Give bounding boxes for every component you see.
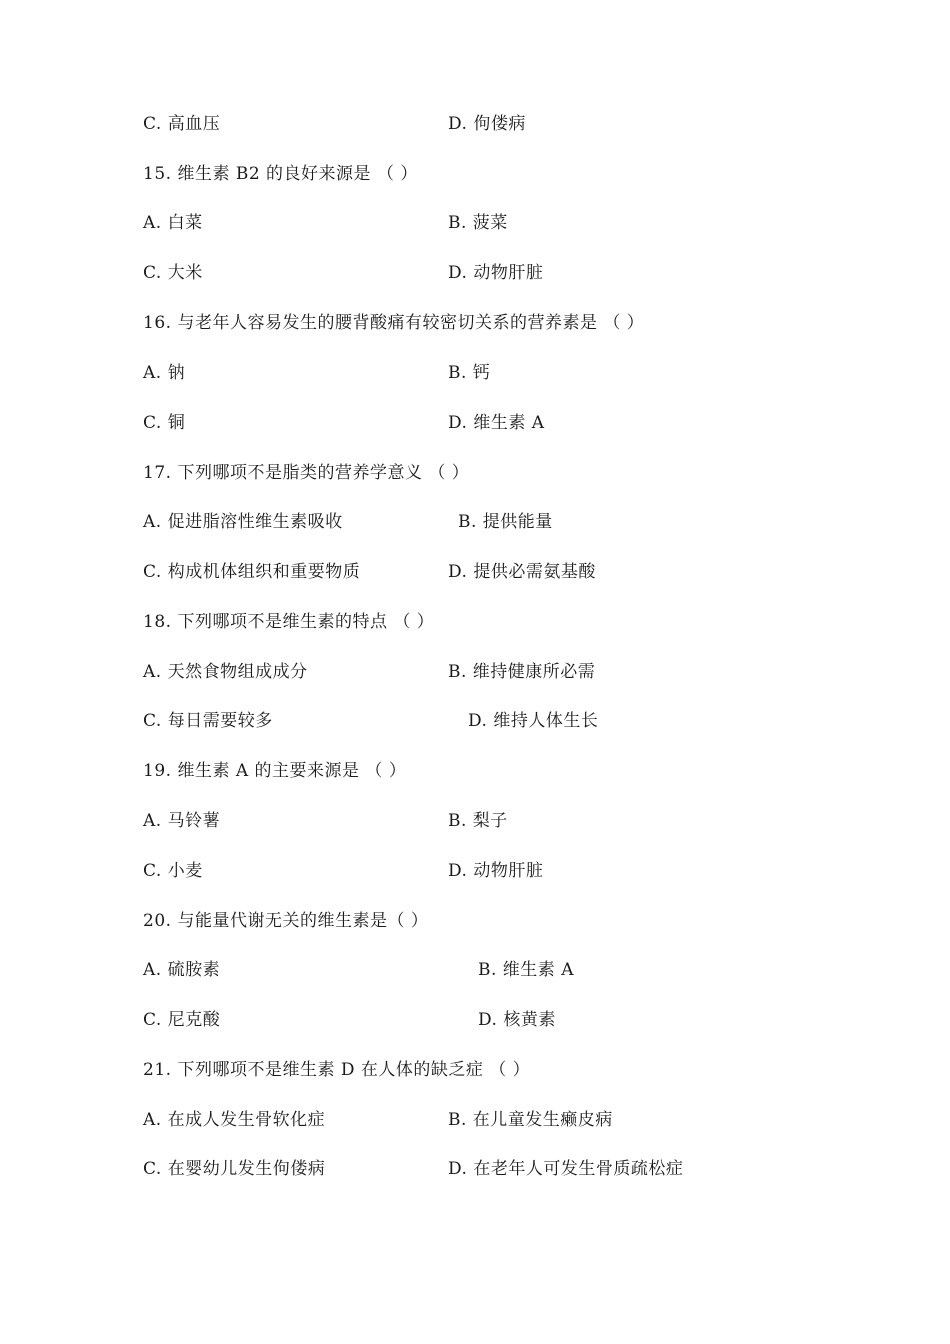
- option-d: D. 动物肝脏: [448, 861, 544, 881]
- option-c: C. 高血压: [143, 114, 221, 134]
- option-d: D. 在老年人可发生骨质疏松症: [448, 1159, 684, 1179]
- option-a: A. 在成人发生骨软化症: [143, 1110, 326, 1130]
- option-a: A. 促进脂溶性维生素吸收: [143, 512, 343, 532]
- option-a: A. 马铃薯: [143, 811, 221, 831]
- question-19: 19. 维生素 A 的主要来源是 （ ）: [143, 761, 407, 781]
- option-c: C. 构成机体组织和重要物质: [143, 562, 361, 582]
- option-d: D. 维生素 A: [448, 413, 545, 433]
- option-a: A. 硫胺素: [143, 960, 221, 980]
- option-d: D. 维持人体生长: [468, 711, 599, 731]
- option-b: B. 在儿童发生癞皮病: [448, 1110, 613, 1130]
- option-d: D. 佝偻病: [448, 114, 526, 134]
- option-b: B. 菠菜: [448, 213, 508, 233]
- question-21: 21. 下列哪项不是维生素 D 在人体的缺乏症 （ ）: [143, 1060, 531, 1080]
- option-d: D. 核黄素: [478, 1010, 556, 1030]
- option-d: D. 动物肝脏: [448, 263, 544, 283]
- option-b: B. 提供能量: [458, 512, 553, 532]
- option-a: A. 白菜: [143, 213, 203, 233]
- option-b: B. 维持健康所必需: [448, 662, 596, 682]
- option-c: C. 铜: [143, 413, 186, 433]
- question-18: 18. 下列哪项不是维生素的特点 （ ）: [143, 612, 435, 632]
- option-c: C. 尼克酸: [143, 1010, 221, 1030]
- question-15: 15. 维生素 B2 的良好来源是 （ ）: [143, 164, 418, 184]
- option-c: C. 每日需要较多: [143, 711, 273, 731]
- option-d: D. 提供必需氨基酸: [448, 562, 596, 582]
- option-b: B. 钙: [448, 363, 491, 383]
- question-20: 20. 与能量代谢无关的维生素是（ ）: [143, 911, 429, 931]
- option-a: A. 钠: [143, 363, 186, 383]
- question-16: 16. 与老年人容易发生的腰背酸痛有较密切关系的营养素是 （ ）: [143, 313, 645, 333]
- option-b: B. 维生素 A: [478, 960, 574, 980]
- option-c: C. 大米: [143, 263, 203, 283]
- option-c: C. 小麦: [143, 861, 203, 881]
- option-c: C. 在婴幼儿发生佝偻病: [143, 1159, 326, 1179]
- question-17: 17. 下列哪项不是脂类的营养学意义 （ ）: [143, 463, 470, 483]
- option-b: B. 梨子: [448, 811, 508, 831]
- option-a: A. 天然食物组成成分: [143, 662, 308, 682]
